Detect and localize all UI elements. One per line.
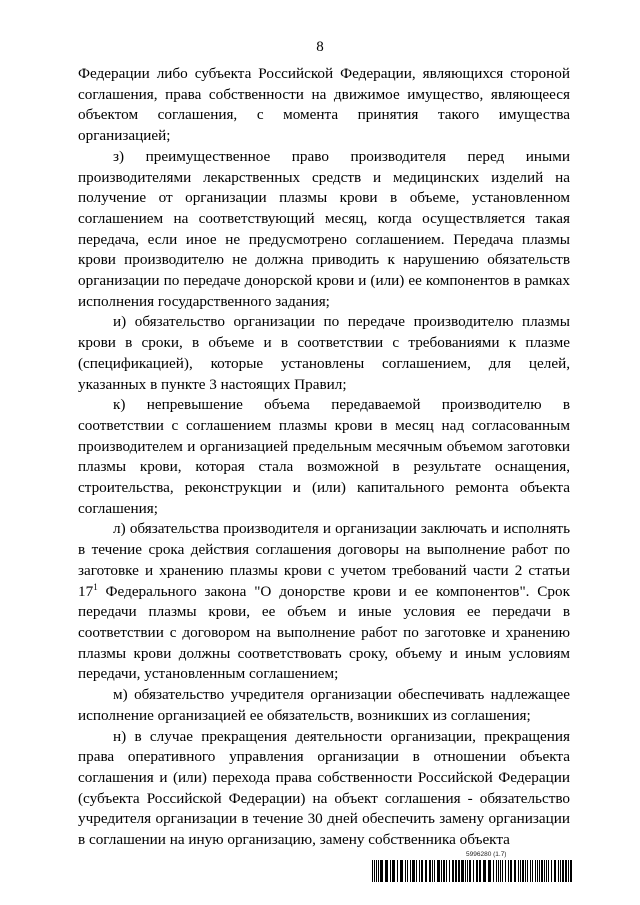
barcode-bar [469,860,471,882]
page-number: 8 [316,39,324,55]
barcode-bar [496,860,497,882]
barcode-bar [416,860,417,882]
barcode-bar [522,860,524,882]
barcode-bar [443,860,445,882]
barcode-bar [452,860,454,882]
paragraph-marker: н) [113,727,127,745]
barcode-bar [376,860,377,882]
barcode-bar [544,860,545,882]
barcode-bar [525,860,526,882]
document-body [78,64,570,851]
barcode-bar [537,860,538,882]
barcode-bar [530,860,531,882]
barcode-bar [520,860,521,882]
barcode-bar [488,860,491,882]
barcode-bar [419,860,420,882]
barcode-bar [505,860,506,882]
paragraph-text: обязательство учредителя организации обеспечивать надлежащее исполнение организацией ее обязательств, возникших из соглашения; [78,686,571,724]
barcode-bar [380,860,383,882]
paragraph-marker: л) [113,520,126,538]
barcode-bar [410,860,411,882]
paragraph-text: обязательство организации по передаче производителю плазмы крови в сроки, в объеме и в соответствии с требованиями к плазме (спецификацией), которые установлены соглашением, для целей, указанных в пункте 3 настоящих Правил; [78,313,570,393]
paragraph-text: преимущественное право производителя перед иными производителями лекарственных средств и медицинских изделий на получение от организации плазмы крови в объеме, установленном соглашением на соответствующий месяц, когда осуществляется такая передача, если иное не предусмотрено соглашением. Передача плазмы крови производителю не должна приводить к нарушению обязательств организации по передаче донорской крови и (или) ее компонентов в рамках исполнения государственного задания; [78,147,571,310]
barcode-bar [378,860,379,882]
barcode-bar [437,860,440,882]
barcode-bar [500,860,501,882]
barcode-bar [551,860,552,882]
barcode-bar [421,860,423,882]
barcode-bar [539,860,540,882]
barcode-code: 5996280 (1.7) [466,851,507,858]
barcode-bar [390,860,391,882]
barcode-bar [400,860,403,882]
paragraph-marker: м) [113,686,128,704]
barcode-bar [429,860,431,882]
barcode-bar [558,860,559,882]
paragraph-marker: з) [113,147,125,165]
barcode-bar [385,860,388,882]
barcode-bar [568,860,569,882]
barcode-bar [434,860,435,882]
paragraph-marker: к) [113,396,126,414]
paragraph-k [78,395,570,519]
barcode-bar [532,860,533,882]
barcode [372,860,574,882]
barcode-bar [565,860,567,882]
paragraph-continuation [78,64,570,147]
barcode-bar [508,860,509,882]
paragraph-text: Федерации либо субъекта Российской Федерации, являющихся стороной соглашения, права собственности на движимое имущество, являющееся объектом соглашения, с момента принятия такого имущества организацией; [78,65,570,145]
barcode-bar [441,860,442,882]
barcode-bar [449,860,450,882]
barcode-bar [425,860,427,882]
barcode-bar [473,860,474,882]
paragraph-l [78,519,570,685]
superscript: 1 [93,581,98,592]
barcode-bar [502,860,503,882]
barcode-bar [535,860,536,882]
paragraph-text: обязательства производителя и организации заключать и исполнять в течение срока действия соглашения договоры на выполнение работ по заготовке и хранению плазмы крови с учетом требований части 2 статьи 17 [78,520,570,600]
barcode-bar [458,860,460,882]
paragraph-text: в случае прекращения деятельности организации, прекращения права оперативного управления организации в отношении объекта соглашения и (или) перехода права собственности Российской Федерации (субъекта Российской Федерации) на объект соглашения - обязательство учредителя организации в течение 30 дней обеспечить замену организации в соглашении на иную организацию, замену собственника объекта [78,727,571,849]
paragraph-text-continued: Федерального закона "О донорстве крови и ее компонентов". Срок передачи плазмы крови, ее объем и иные условия ее передачи в соответствии с договором на выполнение работ по заготовке и хранению плазмы крови должны соответствовать сроку, объему и иным условиям передачи, установленным соглашением; [78,582,570,683]
barcode-bar [483,860,486,882]
barcode-bar [476,860,478,882]
barcode-bar [461,860,464,882]
barcode-bar [554,860,556,882]
barcode-bar [510,860,512,882]
barcode-bar [397,860,398,882]
barcode-bar [432,860,433,882]
barcode-bar [479,860,481,882]
barcode-bar [518,860,519,882]
barcode-bar [412,860,415,882]
barcode-bar [493,860,494,882]
barcode-bar [548,860,549,882]
barcode-bar [392,860,395,882]
paragraph-z [78,147,570,313]
barcode-bar [407,860,408,882]
paragraph-marker: и) [113,313,127,331]
barcode-bar [562,860,564,882]
barcode-bar [455,860,457,882]
barcode-bar [570,860,572,882]
barcode-bar [374,860,375,882]
paragraph-i [78,312,570,395]
barcode-bar [405,860,406,882]
barcode-bar [514,860,516,882]
barcode-bar [546,860,547,882]
barcode-bar [498,860,499,882]
barcode-bar [560,860,561,882]
barcode-bar [372,860,373,882]
barcode-bar [467,860,468,882]
barcode-bar [527,860,528,882]
barcode-bar [541,860,543,882]
barcode-bar [446,860,447,882]
paragraph-n [78,727,570,851]
paragraph-m [78,685,570,726]
paragraph-text: непревышение объема передаваемой производителю в соответствии с соглашением плазмы крови в месяц над согласованным производителем и организацией предельным месячным объемом заготовки плазмы крови, которая стала возможной в результате оснащения, строительства, реконструкции и (или) капитального ремонта объекта соглашения; [78,396,570,517]
barcode-bar [465,860,466,882]
